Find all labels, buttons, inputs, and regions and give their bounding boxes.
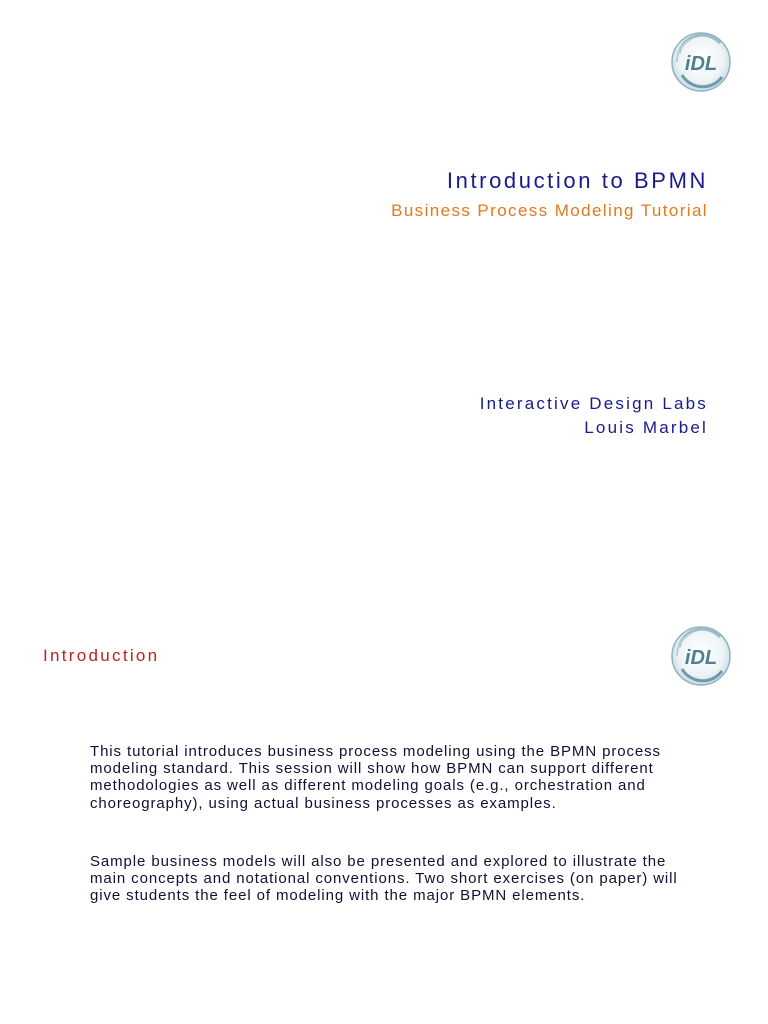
idl-logo [670, 625, 732, 687]
body-paragraph: Sample business models will also be presented and explored to illustrate the main concepts and notational conventions. Two short exercises (on paper) will give students the feel of modeling with the major BPMN elements. [90, 853, 678, 905]
idl-logo [670, 31, 732, 93]
body-paragraph: This tutorial introduces business process modeling using the BPMN process modeling standard. This session will show how BPMN can support different methodologies as well as different modeling goals (e.g., orchestration and choreography), using actual business processes as examples. [90, 743, 661, 812]
author-name: Louis Marbel [584, 418, 708, 437]
slide-title: Introduction to BPMN [446, 168, 708, 193]
logo-text: iDL [684, 53, 718, 75]
section-heading: Introduction [43, 646, 160, 665]
logo-text: iDL [684, 647, 718, 669]
introduction-slide [0, 512, 768, 1024]
organization-name: Interactive Design Labs [479, 394, 708, 413]
slide-subtitle: Business Process Modeling Tutorial [391, 201, 708, 220]
